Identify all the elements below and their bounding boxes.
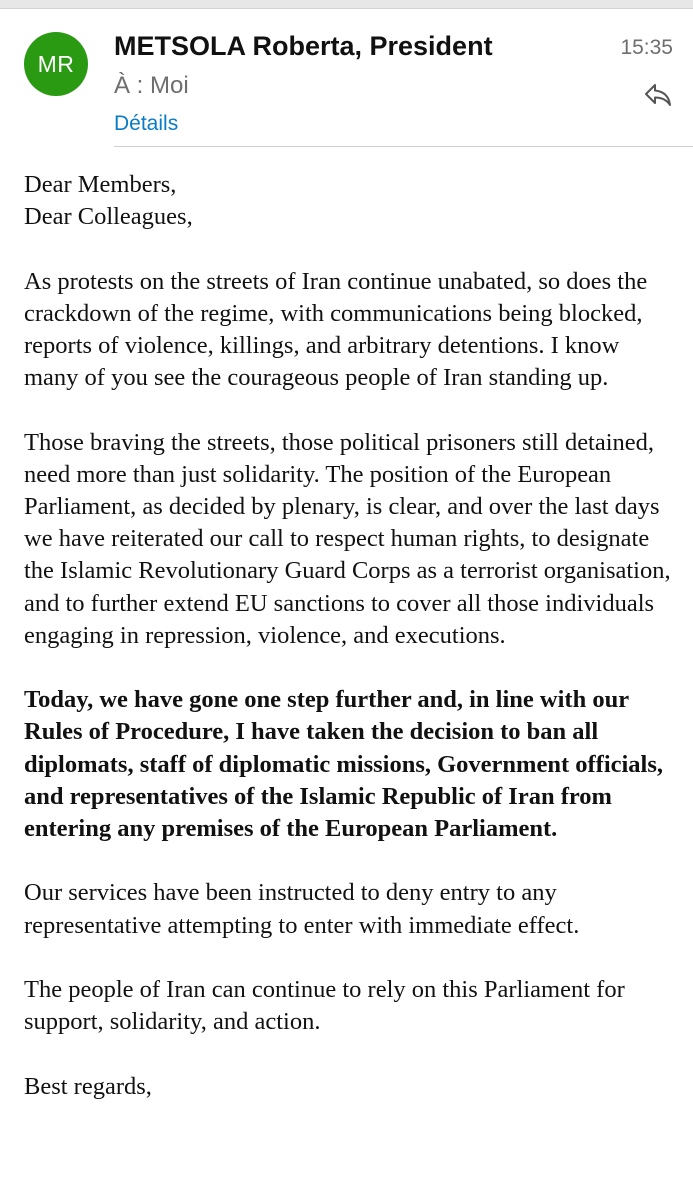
paragraph-ban-decision: Today, we have gone one step further and, in line with our Rules of Procedure, I have taken the decision to ban all diplomats, staff of diplomatic missions, Government officials, and representatives of the Islamic Republic of Iran from entering any premises of the European Parliament. [24, 686, 664, 843]
top-bar-edge [0, 0, 693, 9]
paragraph-protests: As protests on the streets of Iran continue unabated, so does the crackdown of the regime, with communications being blocked, reports of violence, killings, and arbitrary detentions. I know many of you see the courageous people of Iran standing up. [24, 267, 648, 392]
sender-name[interactable]: METSOLA Roberta, President [114, 31, 493, 61]
avatar[interactable]: MR [24, 32, 88, 96]
paragraph-position: Those braving the streets, those political prisoners still detained, need more than just solidarity. The position of the European Parliament, as decided by plenary, is clear, and over the last days we have reiterated our call to respect human rights, to designate the Islamic Revolutionary Guard Corps as a terrorist organisation, and to further extend EU sanctions to cover all those individuals engaging in repression, violence, and executions. [24, 428, 671, 649]
closing: Best regards, [24, 1072, 152, 1100]
message-body [24, 169, 674, 1135]
greeting-line-1: Dear Members, [24, 171, 177, 198]
greeting [24, 169, 674, 233]
header-divider [114, 146, 693, 147]
recipient-line: À : Moi [114, 72, 189, 99]
paragraph-support: The people of Iran can continue to rely on this Parliament for support, solidarity, and action. [24, 976, 625, 1036]
details-link[interactable]: Détails [114, 112, 179, 135]
reply-icon[interactable] [644, 82, 672, 108]
email-header [0, 9, 693, 147]
greeting-line-2: Dear Colleagues, [24, 203, 193, 231]
paragraph-services: Our services have been instructed to deny entry to any representative attempting to enter with immediate effect. [24, 879, 580, 939]
timestamp: 15:35 [620, 36, 673, 59]
